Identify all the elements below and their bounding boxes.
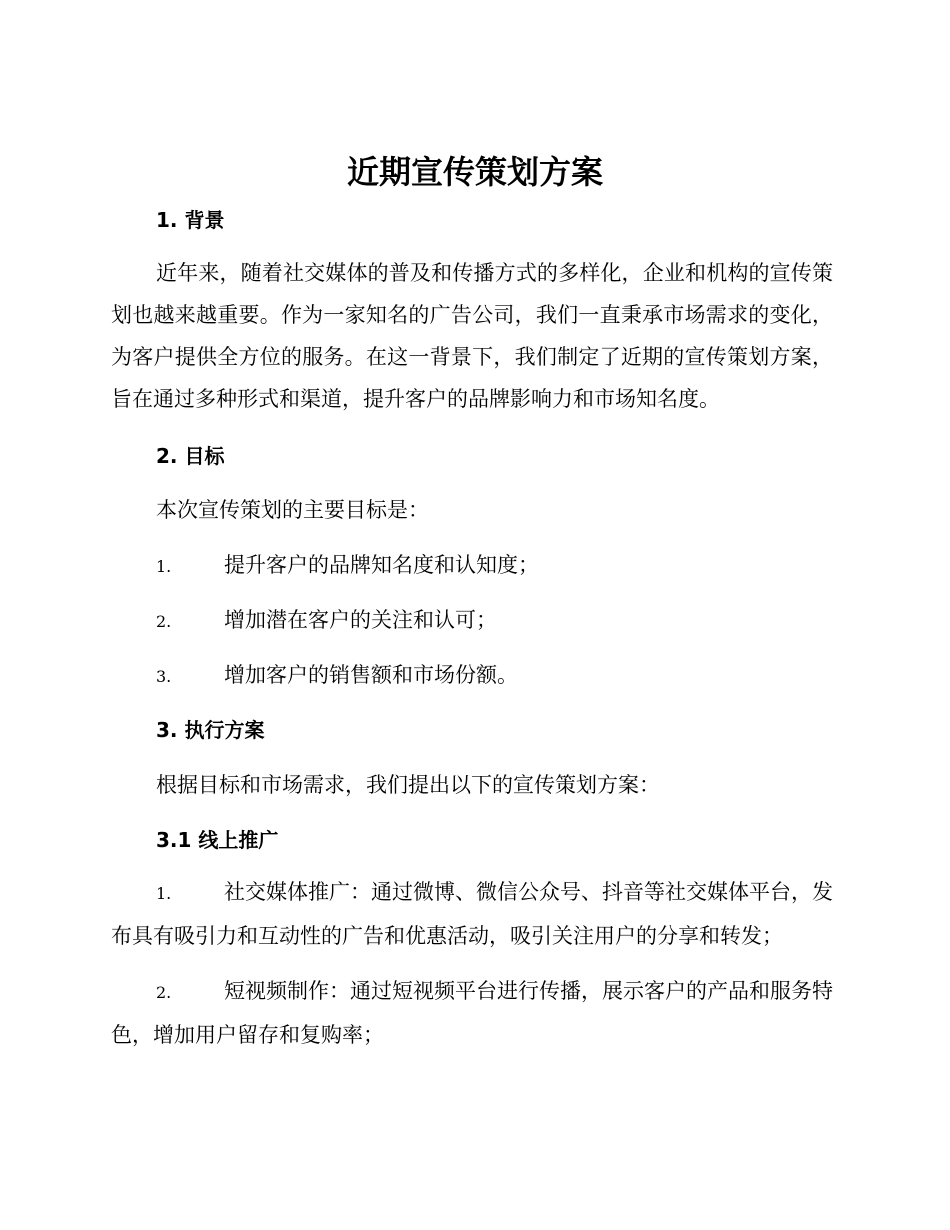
goal-item xyxy=(156,599,497,643)
subsection-heading-online: 3.1 线上推广 xyxy=(156,828,279,852)
document-title: 近期宣传策划方案 xyxy=(346,153,603,191)
section-heading-background: 1. 背景 xyxy=(156,208,225,232)
goal-item-text: 增加客户的销售额和市场份额。 xyxy=(224,663,518,687)
goal-item-number: 1. xyxy=(156,557,172,576)
goals-intro: 本次宣传策划的主要目标是： xyxy=(156,498,429,522)
goal-item-number: 3. xyxy=(156,667,172,686)
goal-item xyxy=(156,544,539,588)
online-item-number: 1. xyxy=(156,884,172,903)
goal-item-text: 增加潜在客户的关注和认可； xyxy=(224,608,497,632)
section-heading-execution: 3. 执行方案 xyxy=(156,718,265,742)
goal-item-text: 提升客户的品牌知名度和认知度； xyxy=(224,553,539,577)
background-paragraph: 近年来，随着社交媒体的普及和传播方式的多样化，企业和机构的宣传策划也越来越重要。作为一家知名的广告公司，我们一直秉承市场需求的变化，为客户提供全方位的服务。在这一背景下，我们制定了近期的宣传策划方案，旨在通过多种形式和渠道，提升客户的品牌影响力和市场知名度。 xyxy=(111,261,833,411)
goal-item-number: 2. xyxy=(156,612,172,631)
goal-item xyxy=(156,654,518,698)
online-item xyxy=(111,970,833,1056)
execution-intro: 根据目标和市场需求，我们提出以下的宣传策划方案： xyxy=(156,773,660,797)
online-item-text: 社交媒体推广：通过微博、微信公众号、抖音等社交媒体平台，发布具有吸引力和互动性的广告和优惠活动，吸引关注用户的分享和转发； xyxy=(111,880,833,948)
online-item xyxy=(111,871,833,957)
online-item-text: 短视频制作：通过短视频平台进行传播，展示客户的产品和服务特色，增加用户留存和复购率； xyxy=(111,979,833,1047)
online-item-number: 2. xyxy=(156,983,172,1002)
section-heading-goals: 2. 目标 xyxy=(156,444,225,468)
